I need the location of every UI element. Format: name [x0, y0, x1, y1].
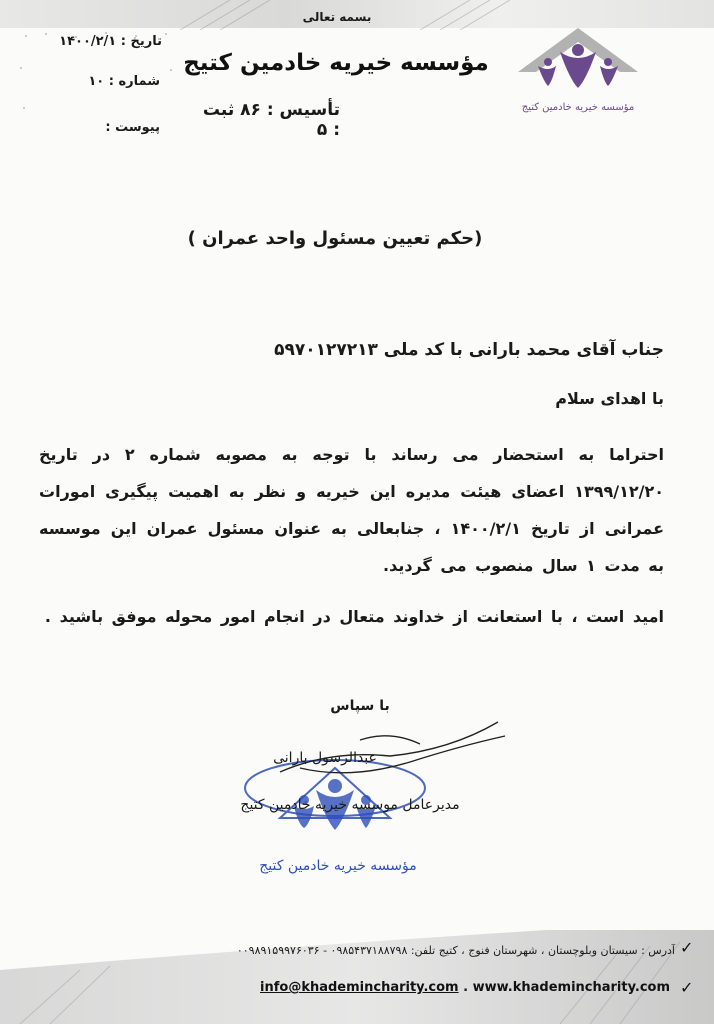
- footer-address: آدرس : سیستان وبلوچستان ، شهرستان فنوج ، کتیج تلفن: ۰۹۸۵۴۳۷۱۸۸۷۹۸ - ۰۰۹۸۹۱۵۹۹۷۶۰۳۶: [236, 944, 675, 957]
- registration-info: تأسیس : ۸۶ ثبت : ۵: [202, 100, 340, 140]
- org-title: مؤسسه خیریه خادمین کتیج: [183, 50, 489, 76]
- signer-name: عبدالرسول بارانی: [273, 750, 377, 766]
- check-icon: ✓: [680, 938, 694, 957]
- website-link[interactable]: www.khademincharity.com: [472, 980, 670, 995]
- closing-thanks: با سپاس: [330, 698, 390, 714]
- email-link[interactable]: info@khademincharity.com: [260, 980, 459, 995]
- recipient-line: جناب آقای محمد بارانی با کد ملی ۵۹۷۰۱۲۷۲۱۳: [274, 340, 664, 360]
- footer-contact: [200, 980, 670, 995]
- logo-caption: مؤسسه خیریه خادمین کتیج: [521, 102, 635, 113]
- signer-position: مدیرعامل موسسه خیریه خادمین کتیج: [240, 797, 460, 813]
- charity-logo: [498, 10, 658, 120]
- check-icon: ✓: [680, 978, 694, 997]
- stamp-text: مؤسسه خیریه خادمین کتیج: [259, 858, 417, 874]
- body-paragraph-2: امید است ، با استعانت از خداوند متعال در انجام امور محوله موفق باشید .: [44, 607, 664, 626]
- letter-attachment: پیوست :: [105, 120, 160, 135]
- body-paragraph-1: احتراما به استحضار می رساند با توجه به مصوبه شماره ۲ در تاریخ ۱۳۹۹/۱۲/۲۰ اعضای هیئت مدیره این خیریه و نظر به اهمیت پیگیری امورات عمرانی از تاریخ ۱۴۰۰/۲/۱ ، جنابعالی به عنوان مسئول عمران این موسسه به مدت ۱ سال منصوب می گردید.: [39, 445, 665, 575]
- letter-date: تاریخ : ۱۴۰۰/۲/۱: [59, 34, 162, 49]
- decree-title: (حکم تعیین مسئول واحد عمران ): [187, 228, 483, 249]
- bismillah: بسمه تعالی: [302, 10, 372, 24]
- separator: .: [463, 980, 473, 995]
- greeting: با اهدای سلام: [555, 389, 664, 408]
- letter-number: شماره : ۱۰: [88, 74, 160, 89]
